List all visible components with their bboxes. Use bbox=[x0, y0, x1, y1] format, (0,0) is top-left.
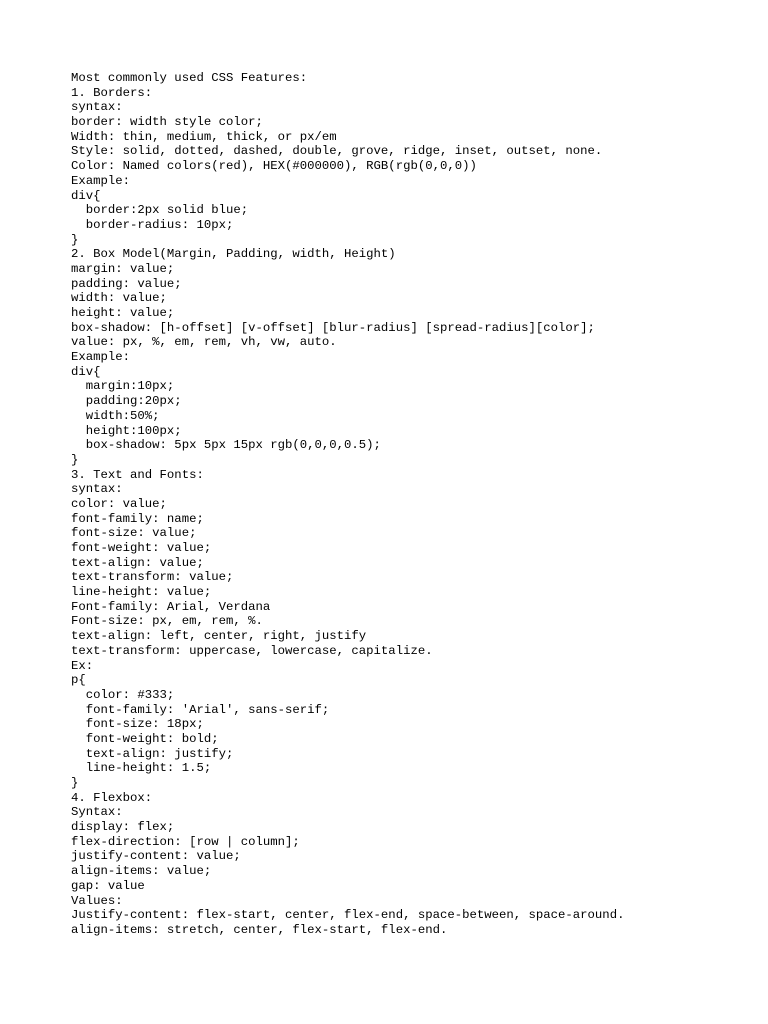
text-line: margin: value; bbox=[71, 261, 175, 276]
code-line: div{ bbox=[71, 364, 101, 379]
section-heading-flexbox: 4. Flexbox: bbox=[71, 790, 153, 805]
text-line: text-transform: value; bbox=[71, 570, 234, 585]
code-line: font-size: 18px; bbox=[71, 717, 204, 732]
text-line: color: value; bbox=[71, 496, 167, 511]
text-line: display: flex; bbox=[71, 820, 175, 835]
text-line: value: px, %, em, rem, vh, vw, auto. bbox=[71, 335, 337, 350]
text-line: Syntax: bbox=[71, 805, 123, 820]
text-line: text-transform: uppercase, lowercase, capitalize. bbox=[71, 643, 433, 658]
code-line: border:2px solid blue; bbox=[71, 203, 249, 218]
code-line: height:100px; bbox=[71, 423, 182, 438]
code-line: width:50%; bbox=[71, 408, 160, 423]
text-line: Color: Named colors(red), HEX(#000000), RGB(rgb(0,0,0)) bbox=[71, 159, 477, 174]
text-line: syntax: bbox=[71, 482, 123, 497]
text-line: text-align: left, center, right, justify bbox=[71, 629, 367, 644]
text-line: syntax: bbox=[71, 100, 123, 115]
text-line: box-shadow: [h-offset] [v-offset] [blur-radius] [spread-radius][color]; bbox=[71, 320, 595, 335]
code-line: div{ bbox=[71, 188, 101, 203]
code-line: font-family: 'Arial', sans-serif; bbox=[71, 702, 330, 717]
code-line: } bbox=[71, 776, 79, 790]
text-line: Justify-content: flex-start, center, flex-end, space-between, space-around. bbox=[71, 908, 625, 923]
code-line: padding:20px; bbox=[71, 394, 182, 409]
code-line: border-radius: 10px; bbox=[71, 217, 234, 232]
code-line: margin:10px; bbox=[71, 379, 175, 394]
code-line: line-height: 1.5; bbox=[71, 761, 212, 776]
code-line: p{ bbox=[71, 673, 86, 688]
text-line: flex-direction: [row | column]; bbox=[71, 834, 300, 849]
code-line: color: #333; bbox=[71, 687, 175, 702]
text-line: line-height: value; bbox=[71, 585, 212, 600]
text-line: Ex: bbox=[71, 658, 94, 673]
text-line: Width: thin, medium, thick, or px/em bbox=[71, 129, 337, 144]
text-line: font-size: value; bbox=[71, 526, 197, 541]
text-line: Example: bbox=[71, 173, 131, 188]
text-line: align-items: value; bbox=[71, 864, 212, 879]
code-line: font-weight: bold; bbox=[71, 731, 219, 746]
code-line: text-align: justify; bbox=[71, 746, 234, 761]
text-line: Values: bbox=[71, 893, 123, 908]
text-line: width: value; bbox=[71, 291, 167, 306]
text-line: Style: solid, dotted, dashed, double, grove, ridge, inset, outset, none. bbox=[71, 144, 603, 159]
text-line: height: value; bbox=[71, 306, 175, 320]
section-heading-borders: 1. Borders: bbox=[71, 85, 153, 100]
text-line: gap: value bbox=[71, 878, 145, 893]
text-line: font-weight: value; bbox=[71, 541, 212, 555]
code-line: } bbox=[71, 452, 79, 467]
document-heading: Most commonly used CSS Features: bbox=[71, 71, 308, 85]
section-heading-box-model: 2. Box Model(Margin, Padding, width, Height) bbox=[71, 247, 396, 262]
code-line: } bbox=[71, 232, 79, 247]
text-line: align-items: stretch, center, flex-start, flex-end. bbox=[71, 922, 448, 937]
text-line: Font-size: px, em, rem, %. bbox=[71, 614, 263, 629]
text-line: justify-content: value; bbox=[71, 849, 241, 864]
text-line: font-family: name; bbox=[71, 511, 204, 526]
text-line: Font-family: Arial, Verdana bbox=[71, 599, 271, 614]
section-heading-text-fonts: 3. Text and Fonts: bbox=[71, 467, 204, 482]
text-line: Example: bbox=[71, 350, 131, 365]
text-line: text-align: value; bbox=[71, 555, 204, 570]
text-line: padding: value; bbox=[71, 276, 182, 291]
code-line: box-shadow: 5px 5px 15px rgb(0,0,0,0.5); bbox=[71, 438, 381, 453]
text-line: border: width style color; bbox=[71, 115, 263, 130]
document-page bbox=[71, 71, 751, 938]
